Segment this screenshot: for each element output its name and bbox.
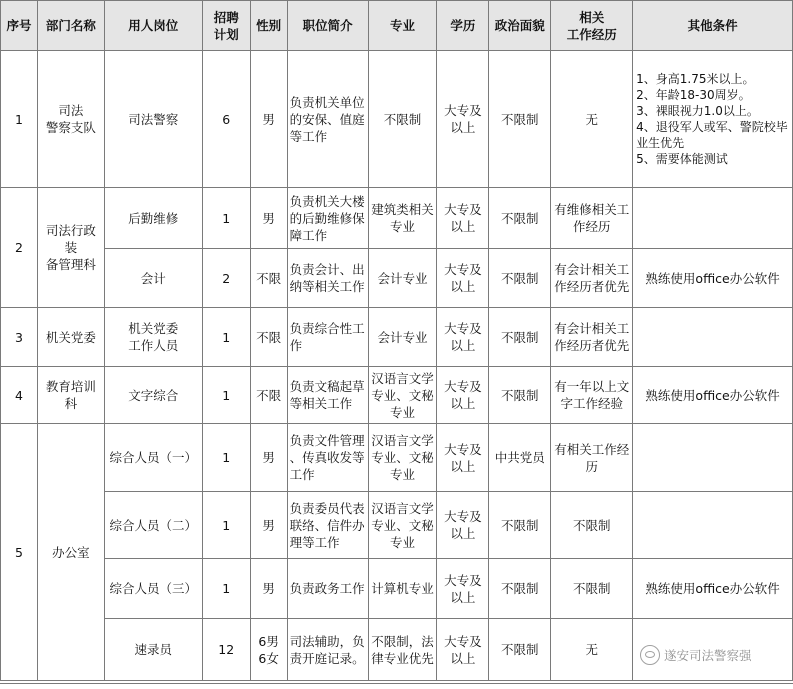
cell-quota: 6: [202, 51, 250, 188]
cell-duty: 负责委员代表 联络、信件办 理等工作: [287, 492, 368, 559]
cell-quota: 1: [202, 424, 250, 492]
cell-duty: 司法辅助，负 责开庭记录。: [287, 619, 368, 681]
cell-other: [633, 308, 793, 367]
cell-education: 大专及 以上: [437, 424, 489, 492]
cell-gender: 男: [250, 492, 287, 559]
header-political: 政治面貌: [489, 1, 551, 51]
header-position: 用人岗位: [104, 1, 202, 51]
cell-other: 熟练使用office办公软件: [633, 249, 793, 308]
cell-education: 大专及 以上: [437, 619, 489, 681]
cell-experience: 有会计相关工 作经历者优先: [551, 308, 633, 367]
cell-gender: 男: [250, 424, 287, 492]
cell-major: 不限制: [368, 51, 437, 188]
cell-experience: 不限制: [551, 559, 633, 619]
cell-political: 不限制: [489, 51, 551, 188]
cell-major: 会计专业: [368, 249, 437, 308]
header-experience: 相关 工作经历: [551, 1, 633, 51]
cell-experience: 有维修相关工 作经历: [551, 188, 633, 249]
header-duty: 职位简介: [287, 1, 368, 51]
cell-major: 计算机专业: [368, 559, 437, 619]
cell-other: 1、身高1.75米以上。 2、年龄18-30周岁。 3、裸眼视力1.0以上。 4、退役军人或军、警院校毕 业生优先 5、需要体能测试: [633, 51, 793, 188]
cell-quota: 1: [202, 559, 250, 619]
chat-bubble-icon: [640, 645, 660, 665]
header-dept: 部门名称: [37, 1, 104, 51]
table-row: [1, 188, 793, 249]
cell-duty: 负责机关单位 的安保、值庭 等工作: [287, 51, 368, 188]
cell-political: 中共党员: [489, 424, 551, 492]
cell-major: 不限制，法 律专业优先: [368, 619, 437, 681]
cell-other: 熟练使用office办公软件: [633, 367, 793, 424]
table-row: [1, 424, 793, 492]
cell-other: [633, 188, 793, 249]
cell-other: [633, 424, 793, 492]
cell-experience: 不限制: [551, 492, 633, 559]
cell-quota: 12: [202, 619, 250, 681]
cell-position: 综合人员（一）: [104, 424, 202, 492]
cell-dept: 教育培训科: [37, 367, 104, 424]
cell-quota: 1: [202, 492, 250, 559]
table-row: [1, 51, 793, 188]
cell-seq: 4: [1, 367, 38, 424]
cell-seq: 1: [1, 51, 38, 188]
header-seq: 序号: [1, 1, 38, 51]
cell-position: 后勤维修: [104, 188, 202, 249]
cell-duty: 负责综合性工 作: [287, 308, 368, 367]
watermark: [640, 643, 792, 667]
cell-duty: 负责文件管理 、传真收发等 工作: [287, 424, 368, 492]
cell-education: 大专及 以上: [437, 188, 489, 249]
cell-education: 大专及 以上: [437, 492, 489, 559]
cell-quota: 2: [202, 249, 250, 308]
cell-gender: 不限: [250, 367, 287, 424]
cell-experience: 有相关工作经 历: [551, 424, 633, 492]
cell-other: [633, 492, 793, 559]
cell-major: 建筑类相关 专业: [368, 188, 437, 249]
cell-gender: 男: [250, 559, 287, 619]
cell-political: 不限制: [489, 188, 551, 249]
cell-gender: 6男 6女: [250, 619, 287, 681]
cell-position: 文字综合: [104, 367, 202, 424]
cell-position: 综合人员（三）: [104, 559, 202, 619]
cell-dept: 机关党委: [37, 308, 104, 367]
cell-education: 大专及 以上: [437, 51, 489, 188]
cell-position: 机关党委 工作人员: [104, 308, 202, 367]
cell-major: 汉语言文学 专业、文秘 专业: [368, 367, 437, 424]
cell-education: 大专及 以上: [437, 559, 489, 619]
cell-political: 不限制: [489, 367, 551, 424]
header-major: 专业: [368, 1, 437, 51]
cell-seq: 3: [1, 308, 38, 367]
cell-seq: 5: [1, 424, 38, 681]
cell-position: 司法警察: [104, 51, 202, 188]
cell-dept: 司法行政装 备管理科: [37, 188, 104, 308]
cell-experience: 无: [551, 51, 633, 188]
header-row: [1, 1, 793, 51]
cell-political: 不限制: [489, 308, 551, 367]
cell-major: 汉语言文学 专业、文秘 专业: [368, 492, 437, 559]
table-continuation-edge: [0, 683, 793, 689]
cell-duty: 负责文稿起草 等相关工作: [287, 367, 368, 424]
cell-major: 会计专业: [368, 308, 437, 367]
cell-position: 综合人员（二）: [104, 492, 202, 559]
cell-gender: 男: [250, 51, 287, 188]
header-gender: 性别: [250, 1, 287, 51]
watermark-text: 遂安司法警察强: [664, 648, 752, 663]
cell-major: 汉语言文学 专业、文秘 专业: [368, 424, 437, 492]
cell-position: 速录员: [104, 619, 202, 681]
table-row: [1, 559, 793, 619]
cell-gender: 不限: [250, 249, 287, 308]
cell-gender: 男: [250, 188, 287, 249]
cell-dept: 办公室: [37, 424, 104, 681]
cell-gender: 不限: [250, 308, 287, 367]
cell-education: 大专及 以上: [437, 367, 489, 424]
cell-dept: 司法 警察支队: [37, 51, 104, 188]
table-row: [1, 308, 793, 367]
cell-education: 大专及 以上: [437, 308, 489, 367]
cell-duty: 负责机关大楼 的后勤维修保 障工作: [287, 188, 368, 249]
cell-political: 不限制: [489, 249, 551, 308]
cell-other: 熟练使用office办公软件: [633, 559, 793, 619]
cell-political: 不限制: [489, 619, 551, 681]
table-row: [1, 492, 793, 559]
cell-duty: 负责会计、出 纳等相关工作: [287, 249, 368, 308]
cell-political: 不限制: [489, 559, 551, 619]
cell-political: 不限制: [489, 492, 551, 559]
cell-quota: 1: [202, 367, 250, 424]
header-other: 其他条件: [633, 1, 793, 51]
cell-education: 大专及 以上: [437, 249, 489, 308]
table-row: [1, 367, 793, 424]
cell-seq: 2: [1, 188, 38, 308]
header-education: 学历: [437, 1, 489, 51]
cell-duty: 负责政务工作: [287, 559, 368, 619]
cell-quota: 1: [202, 188, 250, 249]
header-quota: 招聘 计划: [202, 1, 250, 51]
table-row: [1, 249, 793, 308]
cell-experience: 无: [551, 619, 633, 681]
cell-experience: 有一年以上文 字工作经验: [551, 367, 633, 424]
cell-position: 会计: [104, 249, 202, 308]
cell-quota: 1: [202, 308, 250, 367]
cell-experience: 有会计相关工 作经历者优先: [551, 249, 633, 308]
